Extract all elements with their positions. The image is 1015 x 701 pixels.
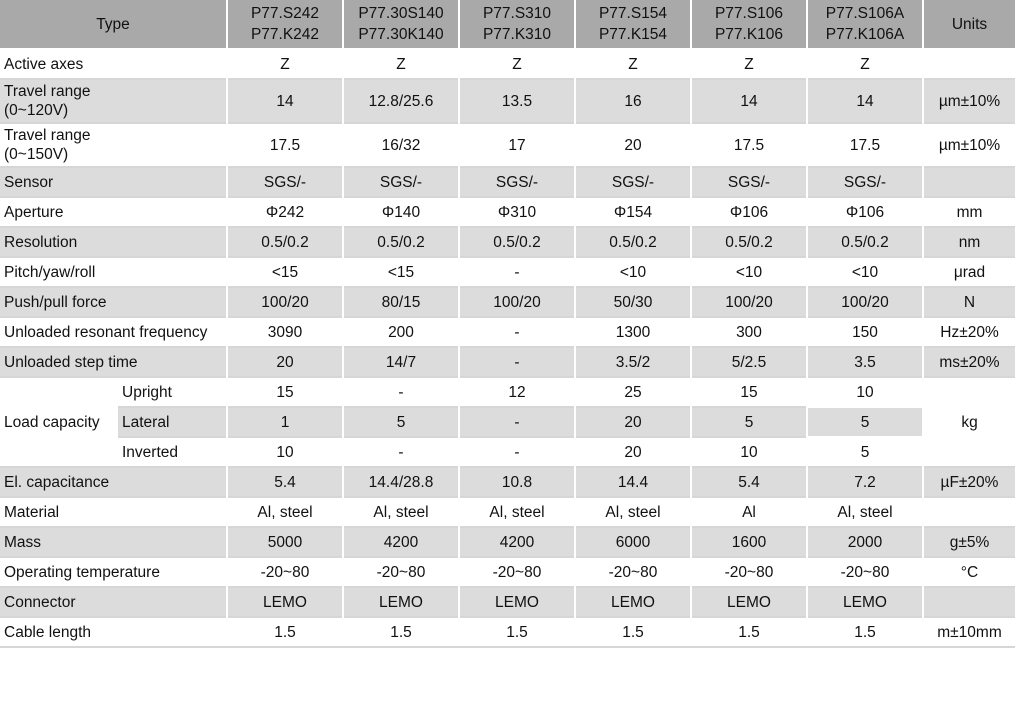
value-cell: <10 xyxy=(735,263,763,281)
value-cell: 4200 xyxy=(344,528,458,556)
value-cell: SGS/- xyxy=(808,168,922,196)
value-cell: 16/32 xyxy=(381,136,421,154)
value-cell: 0.5/0.2 xyxy=(228,228,342,256)
value-cell: 10.8 xyxy=(460,468,574,496)
table-row xyxy=(0,318,1015,346)
param-label: Active axes xyxy=(4,55,84,73)
value-cell: 17.5 xyxy=(849,136,881,154)
value-cell: 80/15 xyxy=(344,288,458,316)
value-cell: SGS/- xyxy=(344,168,458,196)
param-label: Operating temperature xyxy=(4,563,160,581)
param-label: Material xyxy=(4,503,60,521)
value-cell: 25 xyxy=(624,383,642,401)
value-cell: -20~80 xyxy=(492,563,542,581)
unit-cell: µm±10% xyxy=(938,136,1001,154)
value-cell: LEMO xyxy=(576,588,690,616)
value-cell: 50/30 xyxy=(576,288,690,316)
header-model xyxy=(692,0,806,48)
column-divider xyxy=(922,0,924,646)
value-cell: Φ106 xyxy=(729,203,769,221)
value-cell: 14 xyxy=(228,80,342,122)
value-cell: - xyxy=(460,348,574,376)
value-cell: SGS/- xyxy=(460,168,574,196)
value-cell: 1.5 xyxy=(506,623,528,641)
value-cell: 1300 xyxy=(615,323,651,341)
unit-cell: kg xyxy=(961,413,978,431)
model-line2: P77.K106 xyxy=(714,26,784,43)
param-label: Travel range (0~120V) xyxy=(0,80,226,122)
value-cell: 16 xyxy=(576,80,690,122)
table-row xyxy=(0,168,1015,196)
model-line1: P77.30S140 xyxy=(358,5,444,22)
value-cell: Al, steel xyxy=(837,503,893,521)
value-cell: 7.2 xyxy=(808,468,922,496)
table-row xyxy=(0,124,1015,166)
value-cell: 1.5 xyxy=(274,623,296,641)
load-sub-label: Upright xyxy=(122,383,172,401)
value-cell: 6000 xyxy=(576,528,690,556)
value-cell: -20~80 xyxy=(608,563,658,581)
param-label: Unloaded resonant frequency xyxy=(4,323,208,341)
header-model xyxy=(460,0,574,48)
value-cell: - xyxy=(514,443,520,461)
header-model xyxy=(576,0,690,48)
value-cell: SGS/- xyxy=(228,168,342,196)
header-units: Units xyxy=(924,0,1015,48)
value-cell: 5000 xyxy=(228,528,342,556)
param-label: Cable length xyxy=(4,623,92,641)
model-line2: P77.K242 xyxy=(250,26,320,43)
table-row xyxy=(0,498,1015,526)
value-cell: Al, steel xyxy=(605,503,661,521)
value-cell: 13.5 xyxy=(460,80,574,122)
value-cell: - xyxy=(514,323,520,341)
header-model xyxy=(808,0,922,48)
value-cell: 5.4 xyxy=(692,468,806,496)
value-cell: Φ154 xyxy=(613,203,653,221)
unit-cell: ms±20% xyxy=(924,348,1015,376)
value-cell: 100/20 xyxy=(808,288,922,316)
value-cell: LEMO xyxy=(228,588,342,616)
value-cell: 5 xyxy=(808,408,922,436)
value-cell: 100/20 xyxy=(460,288,574,316)
value-cell: 14 xyxy=(808,80,922,122)
value-cell: 3.5/2 xyxy=(576,348,690,376)
model-line2: P77.K310 xyxy=(482,26,552,43)
value-cell: Z xyxy=(512,55,522,73)
value-cell: 0.5/0.2 xyxy=(692,228,806,256)
model-line1: P77.S106 xyxy=(714,5,784,22)
value-cell: Φ242 xyxy=(265,203,305,221)
value-cell: 0.5/0.2 xyxy=(460,228,574,256)
unit-cell xyxy=(924,588,1015,616)
value-cell: 14.4/28.8 xyxy=(344,468,458,496)
value-cell: LEMO xyxy=(808,588,922,616)
unit-cell xyxy=(924,498,1015,526)
param-label: Travel range (0~150V) xyxy=(4,127,91,163)
value-cell: - xyxy=(398,383,404,401)
value-cell: Z xyxy=(744,55,754,73)
unit-cell: mm xyxy=(956,203,983,221)
value-cell: 17.5 xyxy=(269,136,301,154)
column-divider xyxy=(342,0,344,646)
value-cell: -20~80 xyxy=(376,563,426,581)
load-sub-label: Lateral xyxy=(118,408,226,436)
value-cell: 1.5 xyxy=(390,623,412,641)
table-row xyxy=(0,80,1015,122)
value-cell: 1.5 xyxy=(854,623,876,641)
value-cell: LEMO xyxy=(692,588,806,616)
model-line2: P77.30K140 xyxy=(358,26,444,43)
value-cell: 15 xyxy=(740,383,758,401)
value-cell: 1 xyxy=(228,408,342,436)
value-cell: 20 xyxy=(624,443,642,461)
value-cell: 14 xyxy=(692,80,806,122)
value-cell: <10 xyxy=(619,263,647,281)
value-cell: 5 xyxy=(344,408,458,436)
header-model xyxy=(344,0,458,48)
value-cell: 10 xyxy=(276,443,294,461)
table-row xyxy=(0,228,1015,256)
row-divider xyxy=(0,646,1015,648)
value-cell: 17.5 xyxy=(733,136,765,154)
value-cell: 0.5/0.2 xyxy=(344,228,458,256)
value-cell: LEMO xyxy=(460,588,574,616)
value-cell: 2000 xyxy=(808,528,922,556)
value-cell: <15 xyxy=(271,263,299,281)
column-divider xyxy=(806,0,808,646)
table-row xyxy=(0,258,1015,286)
param-label: Push/pull force xyxy=(0,288,226,316)
value-cell: <10 xyxy=(851,263,879,281)
value-cell: Φ140 xyxy=(381,203,421,221)
table-row xyxy=(0,468,1015,496)
value-cell: Al xyxy=(742,503,756,521)
unit-cell: nm xyxy=(924,228,1015,256)
value-cell: 14/7 xyxy=(344,348,458,376)
unit-cell: °C xyxy=(960,563,979,581)
value-cell: 17 xyxy=(508,136,526,154)
model-line1: P77.S310 xyxy=(482,5,552,22)
param-label: Sensor xyxy=(0,168,226,196)
value-cell: 1.5 xyxy=(738,623,760,641)
header-model xyxy=(228,0,342,48)
value-cell: 100/20 xyxy=(692,288,806,316)
value-cell: 0.5/0.2 xyxy=(576,228,690,256)
table-row xyxy=(0,588,1015,616)
model-line1: P77.S154 xyxy=(598,5,668,22)
column-divider xyxy=(458,0,460,646)
value-cell: - xyxy=(514,263,520,281)
value-cell: 3090 xyxy=(267,323,303,341)
value-cell: 10 xyxy=(740,443,758,461)
value-cell: 1.5 xyxy=(622,623,644,641)
value-cell: 14.4 xyxy=(576,468,690,496)
param-label: Unloaded step time xyxy=(0,348,226,376)
value-cell: -20~80 xyxy=(260,563,310,581)
value-cell: 12 xyxy=(508,383,526,401)
value-cell: Z xyxy=(628,55,638,73)
column-divider xyxy=(690,0,692,646)
unit-cell: m±10mm xyxy=(937,623,1002,641)
value-cell: 12.8/25.6 xyxy=(344,80,458,122)
header-row xyxy=(0,0,1015,48)
column-divider xyxy=(574,0,576,646)
table-row xyxy=(0,288,1015,316)
param-label: Aperture xyxy=(4,203,64,221)
value-cell: Al, steel xyxy=(373,503,429,521)
value-cell: 20 xyxy=(624,136,642,154)
model-line2: P77.K154 xyxy=(598,26,668,43)
unit-cell xyxy=(924,50,1015,78)
load-capacity-label: Load capacity xyxy=(4,413,100,431)
unit-cell: g±5% xyxy=(924,528,1015,556)
value-cell: Z xyxy=(280,55,290,73)
value-cell: Al, steel xyxy=(257,503,313,521)
model-line2: P77.K106A xyxy=(825,26,905,43)
value-cell: -20~80 xyxy=(724,563,774,581)
value-cell: 20 xyxy=(228,348,342,376)
value-cell: - xyxy=(398,443,404,461)
table-row xyxy=(0,618,1015,646)
value-cell: 5/2.5 xyxy=(692,348,806,376)
value-cell: 3.5 xyxy=(808,348,922,376)
value-cell: 5 xyxy=(692,408,806,436)
value-cell: -20~80 xyxy=(840,563,890,581)
value-cell: SGS/- xyxy=(576,168,690,196)
column-divider xyxy=(226,0,228,646)
unit-cell: N xyxy=(924,288,1015,316)
unit-cell: Hz±20% xyxy=(940,323,999,341)
model-line1: P77.S106A xyxy=(825,5,905,22)
value-cell: 100/20 xyxy=(228,288,342,316)
value-cell: 150 xyxy=(852,323,878,341)
value-cell: <15 xyxy=(387,263,415,281)
value-cell: 300 xyxy=(736,323,762,341)
value-cell: SGS/- xyxy=(692,168,806,196)
value-cell: Al, steel xyxy=(489,503,545,521)
value-cell: - xyxy=(460,408,574,436)
header-type: Type xyxy=(0,0,226,48)
value-cell: Z xyxy=(860,55,870,73)
table-row xyxy=(0,50,1015,78)
value-cell: Φ310 xyxy=(497,203,537,221)
param-label: Pitch/yaw/roll xyxy=(4,263,96,281)
table-row xyxy=(0,198,1015,226)
value-cell: 5.4 xyxy=(228,468,342,496)
unit-cell xyxy=(924,168,1015,196)
value-cell: Z xyxy=(396,55,406,73)
value-cell: 10 xyxy=(856,383,874,401)
table-row xyxy=(0,528,1015,556)
value-cell: 0.5/0.2 xyxy=(808,228,922,256)
param-label: Mass xyxy=(0,528,226,556)
value-cell: 1600 xyxy=(692,528,806,556)
value-cell: 5 xyxy=(860,443,870,461)
value-cell: 20 xyxy=(576,408,690,436)
unit-cell: μrad xyxy=(953,263,986,281)
table-row xyxy=(0,558,1015,586)
unit-cell: µF±20% xyxy=(924,468,1015,496)
value-cell: 15 xyxy=(276,383,294,401)
param-label: El. capacitance xyxy=(0,468,226,496)
load-sub-label: Inverted xyxy=(122,443,179,461)
value-cell: 4200 xyxy=(460,528,574,556)
value-cell: LEMO xyxy=(344,588,458,616)
value-cell: Φ106 xyxy=(845,203,885,221)
param-label: Connector xyxy=(0,588,226,616)
value-cell: 200 xyxy=(388,323,414,341)
table-row xyxy=(0,348,1015,376)
model-line1: P77.S242 xyxy=(250,5,320,22)
unit-cell: µm±10% xyxy=(924,80,1015,122)
param-label: Resolution xyxy=(0,228,226,256)
